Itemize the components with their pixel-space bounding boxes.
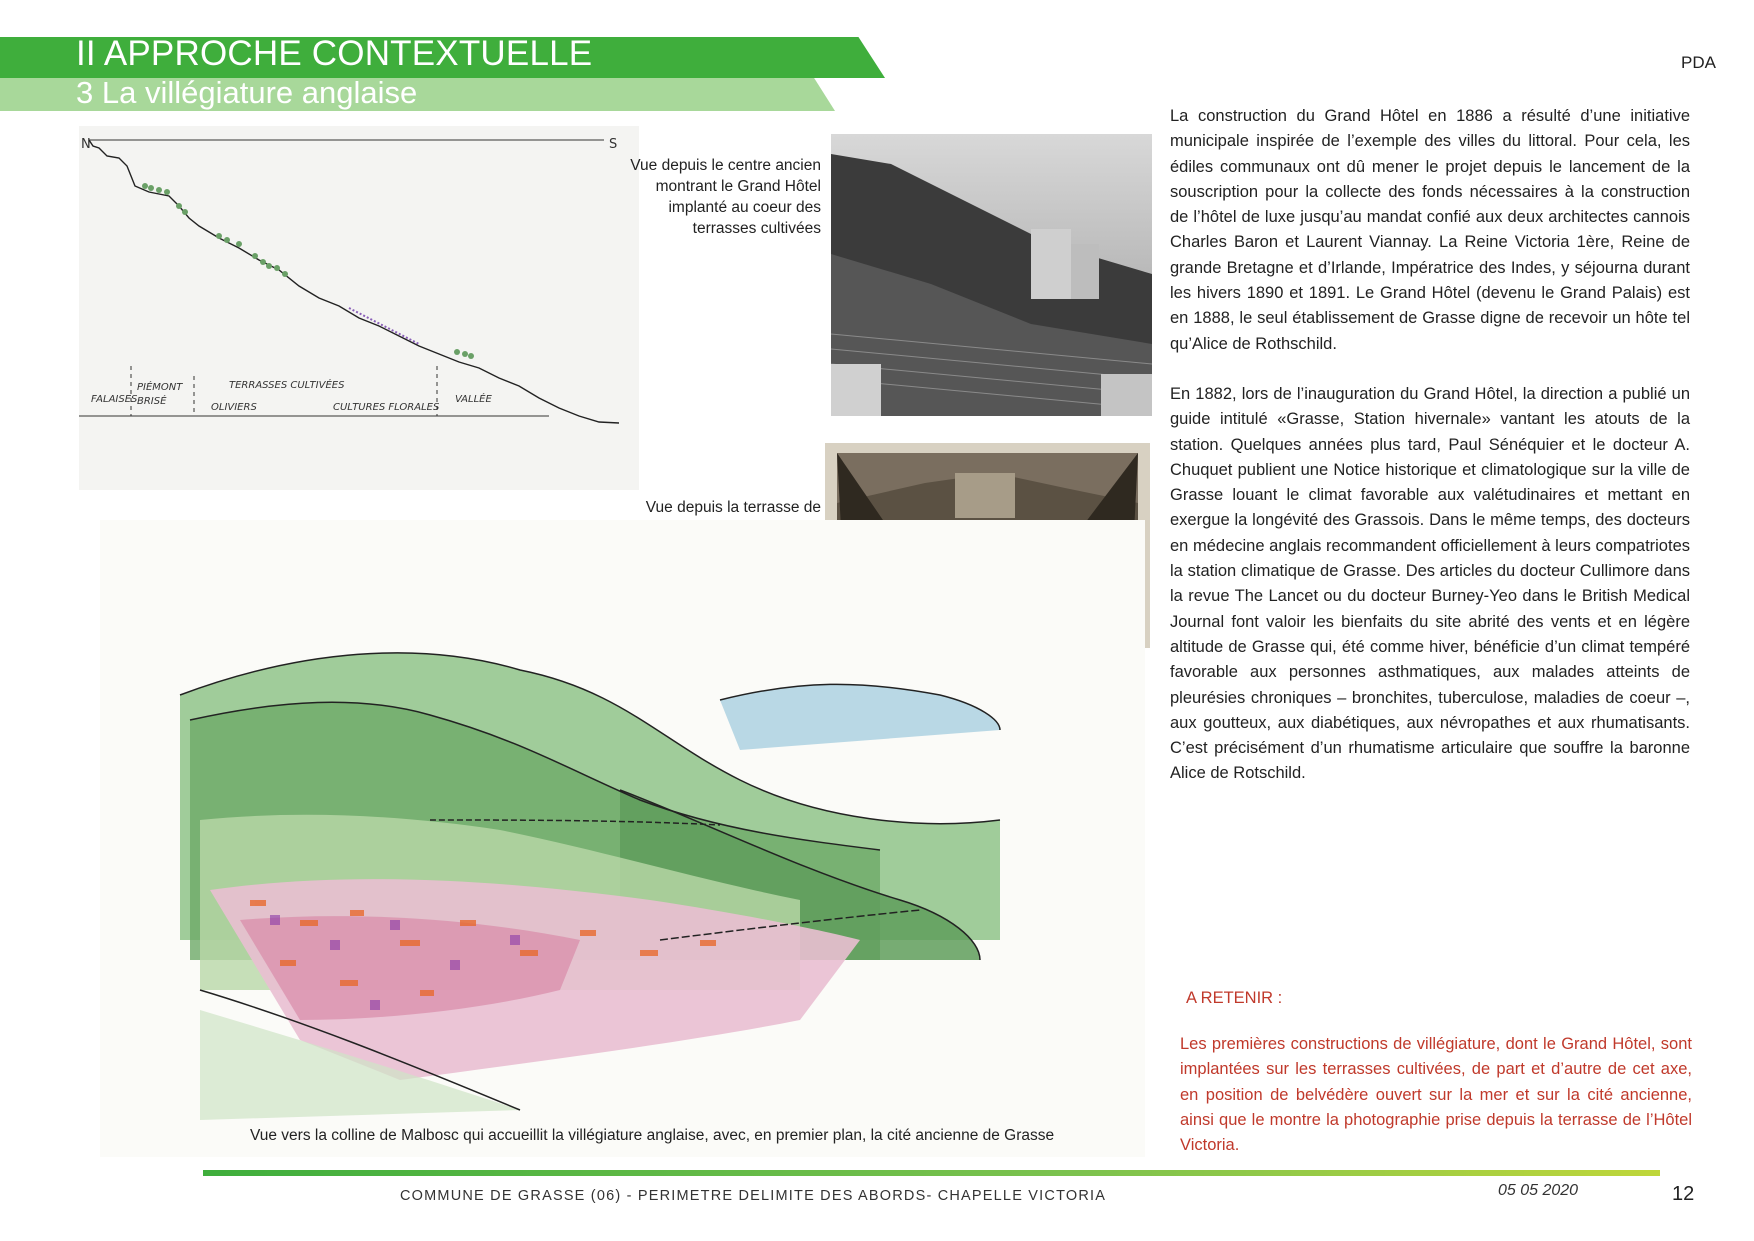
retenir-title: A RETENIR : (1186, 989, 1283, 1007)
page-title: II APPROCHE CONTEXTUELLE (76, 34, 593, 73)
panorama-painting-malbosc (100, 520, 1145, 1157)
body-paragraph-2: En 1882, lors de l’inauguration du Grand Hôtel, la direction a publié un guide intitulé «Grasse, Station hivernale» vantant les atouts de la station. Quelques années plus tard, Paul Sénéquier et le docteur A. Chuquet publient une Notice historique et climatologique sur la ville de Grasse louant le climat favorable aux valétudinaires et mettant en exergue la longévité des Grassois. Dans le même temps, des docteurs en médecine anglais recommandent officiellement à leurs compatriotes la station climatique de Grasse. Des articles du docteur Cullimore dans la revue The Lancet ou du docteur Burney-Yeo dans le British Medical Journal font valoir les bienfaits du site abrité des vents et en légère altitude de Grasse qui, été comme hiver, bénéficie d’un climat tempéré favorable aux personnes asthmatiques, aux malades atteints de pleurésies chroniques – bronchites, tuberculose, maladies de coeur –, aux goutteux, aux diabétiques, aux névropathes et aux rhumatisants. C’est précisément d’un rhumatisme articulaire que souffre la baronne Alice de Rotschild. (1170, 384, 1690, 783)
header-tag: PDA (1681, 53, 1716, 72)
zone-oliviers: OLIVIERS (211, 402, 257, 413)
zone-cultures-florales: CULTURES FLORALES (333, 402, 440, 413)
body-text (1170, 104, 1690, 812)
south-label: S (609, 137, 618, 152)
footer-date: 05 05 2020 (1498, 1182, 1579, 1199)
footer-divider (203, 1170, 1660, 1176)
caption-photo-grand-hotel: Vue depuis le centre ancien montrant le Grand Hôtel implanté au coeur des terrasses cultivées (630, 157, 821, 237)
caption-photo-hotel-victoria: Vue depuis la terrasse de (645, 499, 821, 516)
zone-piemont: PIÉMONT (137, 382, 183, 393)
zone-vallee: VALLÉE (455, 394, 492, 405)
zone-terrasses: TERRASSES CULTIVÉES (229, 380, 345, 391)
body-paragraph-1: La construction du Grand Hôtel en 1886 a résulté d’une initiative municipale inspirée de l’exemple des villes du littoral. Pour cela, les édiles communaux ont dû mener le projet depuis le lancement de la souscription pour la collecte des fonds nécessaires à la construction de l’hôtel de luxe jusqu’au mandat confié aux deux architectes cannois Charles Baron et Laurent Viannay. La Reine Victoria 1ère, Reine de grande Bretagne et d’Irlande, Impératrice des Indes, y séjourna durant les hivers 1890 et 1891. Le Grand Hôtel (devenu le Grand Palais) est en 1888, le seul établissement de Grasse digne de recevoir un hôte tel qu’Alice de Rothschild. (1170, 107, 1690, 353)
north-label: N (81, 137, 91, 152)
photo-grand-hotel (831, 134, 1152, 416)
page-subtitle: 3 La villégiature anglaise (76, 75, 418, 110)
caption-panorama: Vue vers la colline de Malbosc qui accueillit la villégiature anglaise, avec, en premier plan, la cité ancienne de Grasse (250, 1127, 1055, 1144)
terrain-profile-sketch (79, 126, 639, 490)
retenir-text: Les premières constructions de villégiature, dont le Grand Hôtel, sont implantées sur les terrasses cultivées, de part et d’autre de cet axe, en position de belvédère ouvert sur la mer et sur la cité ancienne, ainsi que le montre la photographie prise depuis la terrasse de l’Hôtel Victoria. (1180, 1035, 1692, 1155)
zone-falaises: FALAISES (91, 394, 138, 405)
footer-commune: COMMUNE DE GRASSE (06) - PERIMETRE DELIMITE DES ABORDS- CHAPELLE VICTORIA (400, 1188, 1107, 1204)
page-number: 12 (1672, 1183, 1695, 1205)
zone-brise: BRISÉ (137, 396, 167, 407)
